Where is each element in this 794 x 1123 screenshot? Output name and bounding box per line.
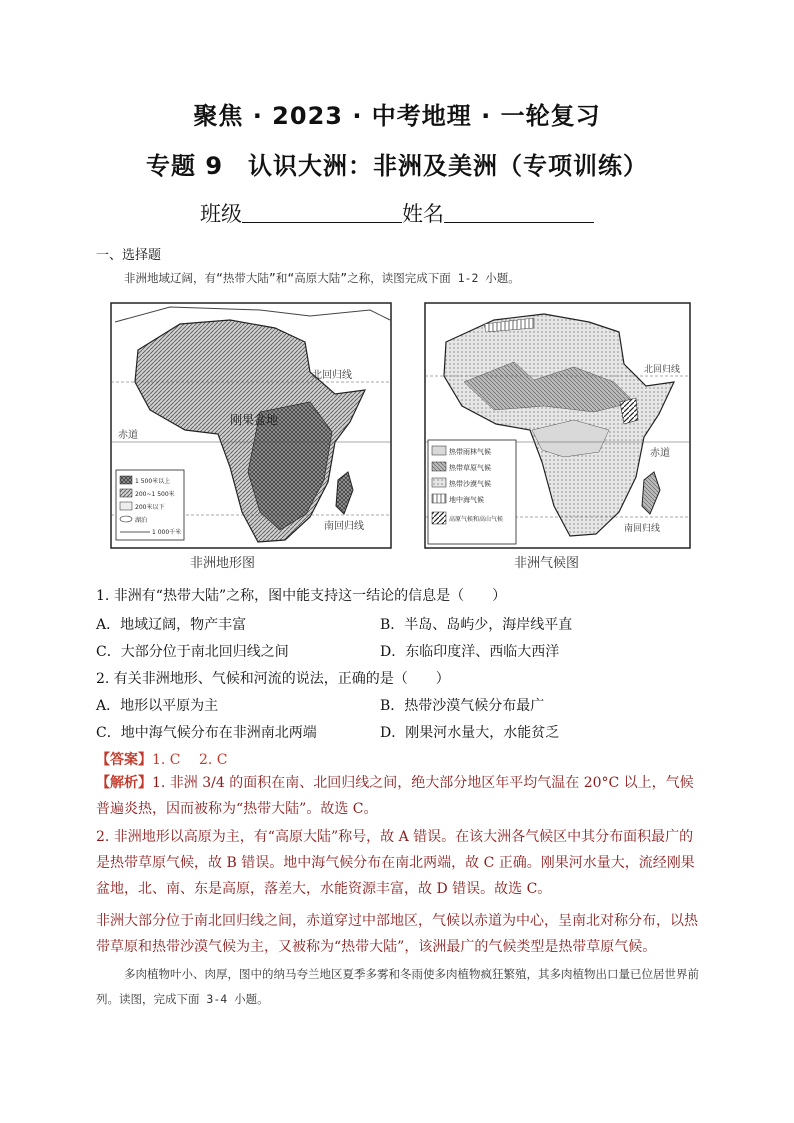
legend-item: 热带沙漠气候 (449, 480, 491, 488)
legend-item: 高原气候和高山气候 (449, 516, 504, 523)
congo-basin-label: 刚果盆地 (230, 413, 279, 427)
climate-map-svg (424, 302, 699, 572)
scale-label: 1 000千米 (152, 529, 182, 536)
north-tropic-label: 北回归线 (312, 370, 352, 381)
legend-item: 热带草原气候 (449, 464, 491, 472)
climate-map-caption: 非洲气候图 (514, 556, 580, 571)
intro-text: 非洲地域辽阔，有“热带大陆”和“高原大陆”之称，读图完成下面 1-2 小题。 (124, 271, 520, 285)
class-label: 班级 (200, 202, 242, 226)
question-2-stem: 2. 有关非洲地形、气候和河流的说法，正确的是（ ） (96, 671, 450, 687)
legend-item: 200~1 500米 (135, 491, 175, 498)
class-name-line (0, 198, 794, 228)
class-blank[interactable] (242, 202, 402, 223)
equator-label: 赤道 (118, 430, 138, 441)
analysis-label: 【解析】 (96, 775, 152, 791)
terrain-map-svg (110, 302, 400, 572)
analysis-paragraph-3: 非洲大部分位于南北回归线之间，赤道穿过中部地区，气候以赤道为中心，呈南北对称分布，以热带草原和热带沙漠气候为主，又被称为“热带大陆”，该洲最广的气候类型是热带草原气候。 (96, 913, 698, 955)
document-title: 聚焦 · 2023 · 中考地理 · 一轮复习 (193, 102, 601, 130)
question-2-option-b[interactable]: B．热带沙漠气候分布最广 (380, 698, 545, 714)
question-1-option-b[interactable]: B．半岛、岛屿少，海岸线平直 (380, 617, 573, 633)
name-blank[interactable] (444, 202, 594, 223)
question-2-option-d[interactable]: D．刚果河水量大，水能贫乏 (380, 725, 560, 741)
south-tropic-label: 南回归线 (624, 524, 661, 534)
analysis-p1: 1. 非洲 3/4 的面积在南、北回归线之间，绝大部分地区年平均气温在 20°C 以上，气候普遍炎热，因而被称为“热带大陆”。故选 C。 (96, 775, 694, 817)
north-tropic-label: 北回归线 (644, 365, 681, 375)
legend-item: 湖泊 (135, 517, 148, 524)
africa-climate-map (424, 302, 699, 576)
intro-text-2: 多肉植物叶小、肉厚，图中的纳马夸兰地区夏季多雾和冬雨使多肉植物疯狂繁殖，其多肉植物出口量已位居世界前列。读图，完成下面 3-4 小题。 (96, 967, 699, 1006)
answer-text: 1. C 2. C (152, 752, 228, 768)
question-1-option-d[interactable]: D．东临印度洋、西临大西洋 (380, 644, 560, 660)
question-2-option-a[interactable]: A．地形以平原为主 (96, 698, 219, 714)
question-2-option-c[interactable]: C．地中海气候分布在非洲南北两端 (96, 725, 317, 741)
question-1-option-c[interactable]: C．大部分位于南北回归线之间 (96, 644, 289, 660)
question-1-stem: 1. 非洲有“热带大陆”之称，图中能支持这一结论的信息是（ ） (96, 588, 507, 604)
analysis-paragraph-1 (96, 770, 700, 822)
question-1-option-a[interactable]: A．地域辽阔，物产丰富 (96, 617, 247, 633)
answer-label: 【答案】 (96, 752, 152, 768)
legend-item: 1 500米以上 (135, 478, 171, 485)
analysis-paragraph-2: 2. 非洲地形以高原为主，有“高原大陆”称号，故 A 错误。在该大洲各气候区中其分布面积最广的是热带草原气候，故 B 错误。地中海气候分布在南北两端，故 C 正确。刚果河水量大，流经刚果盆地，北、南、东是高原，落差大，水能资源丰富，故 D 错误。故选 C。 (96, 829, 695, 897)
section-heading: 一、选择题 (96, 248, 162, 263)
legend-item: 热带雨林气候 (449, 448, 491, 456)
legend-item: 200米以下 (135, 504, 165, 511)
equator-label: 赤道 (650, 448, 670, 459)
south-tropic-label: 南回归线 (324, 521, 364, 532)
legend-item: 地中海气候 (449, 496, 484, 504)
answer-line (96, 749, 228, 769)
name-label: 姓名 (402, 202, 444, 226)
africa-terrain-map (110, 302, 400, 576)
terrain-map-caption: 非洲地形图 (190, 556, 256, 571)
document-subtitle: 专题 9 认识大洲：非洲及美洲（专项训练） (145, 152, 649, 180)
